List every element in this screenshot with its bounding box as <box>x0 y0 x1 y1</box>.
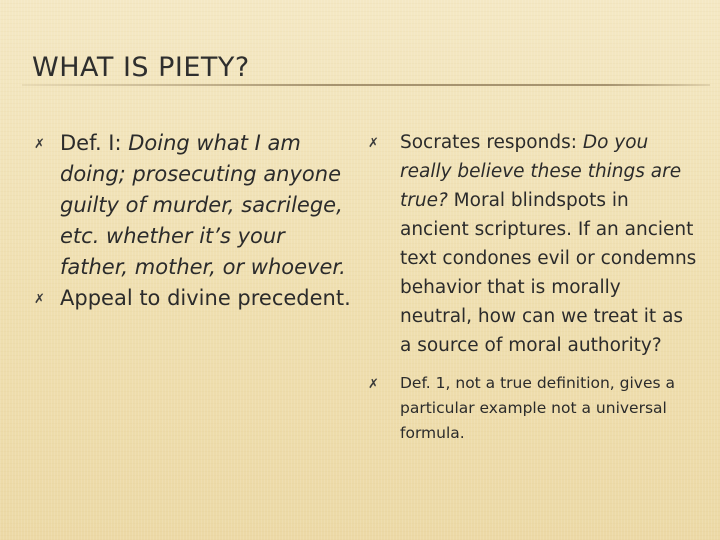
bullet-item <box>368 371 698 446</box>
left-bullet-list <box>34 128 354 314</box>
x-mark-bullet-icon: ✗ <box>34 292 45 307</box>
left-column <box>34 128 354 314</box>
x-mark-bullet-icon: ✗ <box>368 136 379 151</box>
x-mark-bullet-icon: ✗ <box>368 377 379 392</box>
slide-title: WHAT IS PIETY? <box>32 52 250 83</box>
bullet-suffix: Moral blindspots in ancient scriptures. If an ancient text condones evil or condemns behavior that is morally neutral, how can we treat it as a source of moral authority? <box>400 190 697 356</box>
right-column <box>368 128 698 446</box>
bullet-text: Appeal to divine precedent. <box>60 286 351 310</box>
bullet-text: Def. 1, not a true definition, gives a particular example not a universal formula. <box>400 374 676 442</box>
bullet-item <box>34 128 354 283</box>
right-bullet-list <box>368 128 698 446</box>
x-mark-bullet-icon: ✗ <box>34 137 45 152</box>
bullet-italic-text: Do you really believe these things are true? <box>400 132 682 211</box>
title-divider <box>22 84 710 86</box>
bullet-italic-text: Doing what I am doing; prosecuting anyone guilty of murder, sacrilege, etc. whether it’s your father, mother, or whoever. <box>60 131 346 279</box>
bullet-item <box>368 128 698 360</box>
bullet-item <box>34 283 354 314</box>
bullet-prefix: Socrates responds: <box>400 132 583 153</box>
bullet-prefix: Def. I: <box>60 131 129 155</box>
